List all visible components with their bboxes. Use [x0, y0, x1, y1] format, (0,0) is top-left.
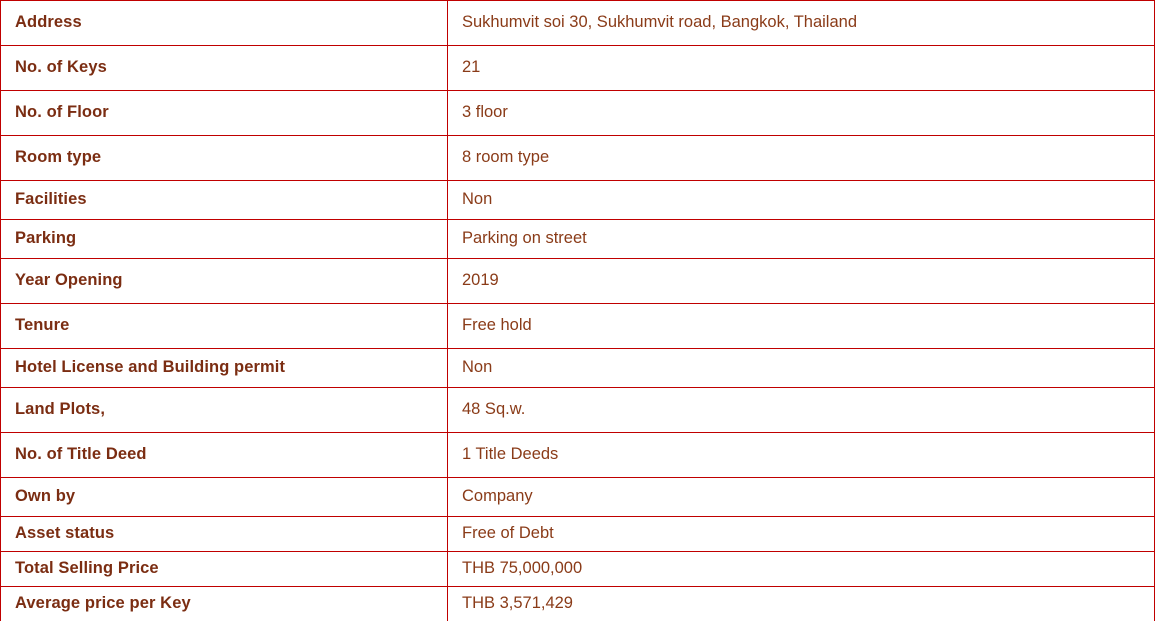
row-value-average-price-per-key: THB 3,571,429: [448, 587, 1155, 621]
row-value-room-type: 8 room type: [448, 136, 1155, 181]
row-value-no-of-title-deed: 1 Title Deeds: [448, 433, 1155, 478]
row-label-asset-status: Asset status: [1, 517, 448, 552]
table-row: [1, 478, 1155, 517]
table-row: [1, 220, 1155, 259]
row-label-own-by: Own by: [1, 478, 448, 517]
row-value-facilities: Non: [448, 181, 1155, 220]
row-label-land-plots: Land Plots,: [1, 388, 448, 433]
spec-table-body: [1, 1, 1155, 621]
row-label-tenure: Tenure: [1, 304, 448, 349]
row-value-total-selling-price: THB 75,000,000: [448, 552, 1155, 587]
row-value-year-opening: 2019: [448, 259, 1155, 304]
row-value-asset-status: Free of Debt: [448, 517, 1155, 552]
row-value-land-plots: 48 Sq.w.: [448, 388, 1155, 433]
table-row: [1, 587, 1155, 621]
row-value-parking: Parking on street: [448, 220, 1155, 259]
row-label-year-opening: Year Opening: [1, 259, 448, 304]
table-row: [1, 388, 1155, 433]
row-label-total-selling-price: Total Selling Price: [1, 552, 448, 587]
table-row: [1, 433, 1155, 478]
table-row: [1, 181, 1155, 220]
table-row: [1, 349, 1155, 388]
table-row: [1, 46, 1155, 91]
table-row: [1, 136, 1155, 181]
table-row: [1, 259, 1155, 304]
row-label-no-of-keys: No. of Keys: [1, 46, 448, 91]
row-value-hotel-license: Non: [448, 349, 1155, 388]
row-value-no-of-keys: 21: [448, 46, 1155, 91]
row-label-no-of-floor: No. of Floor: [1, 91, 448, 136]
table-row: [1, 552, 1155, 587]
row-label-parking: Parking: [1, 220, 448, 259]
row-value-no-of-floor: 3 floor: [448, 91, 1155, 136]
row-label-room-type: Room type: [1, 136, 448, 181]
row-label-no-of-title-deed: No. of Title Deed: [1, 433, 448, 478]
row-value-address: Sukhumvit soi 30, Sukhumvit road, Bangkok, Thailand: [448, 1, 1155, 46]
row-label-average-price-per-key: Average price per Key: [1, 587, 448, 621]
table-row: [1, 91, 1155, 136]
row-value-own-by: Company: [448, 478, 1155, 517]
row-label-hotel-license: Hotel License and Building permit: [1, 349, 448, 388]
table-row: [1, 304, 1155, 349]
row-value-tenure: Free hold: [448, 304, 1155, 349]
row-label-facilities: Facilities: [1, 181, 448, 220]
table-row: [1, 1, 1155, 46]
table-row: [1, 517, 1155, 552]
row-label-address: Address: [1, 1, 448, 46]
